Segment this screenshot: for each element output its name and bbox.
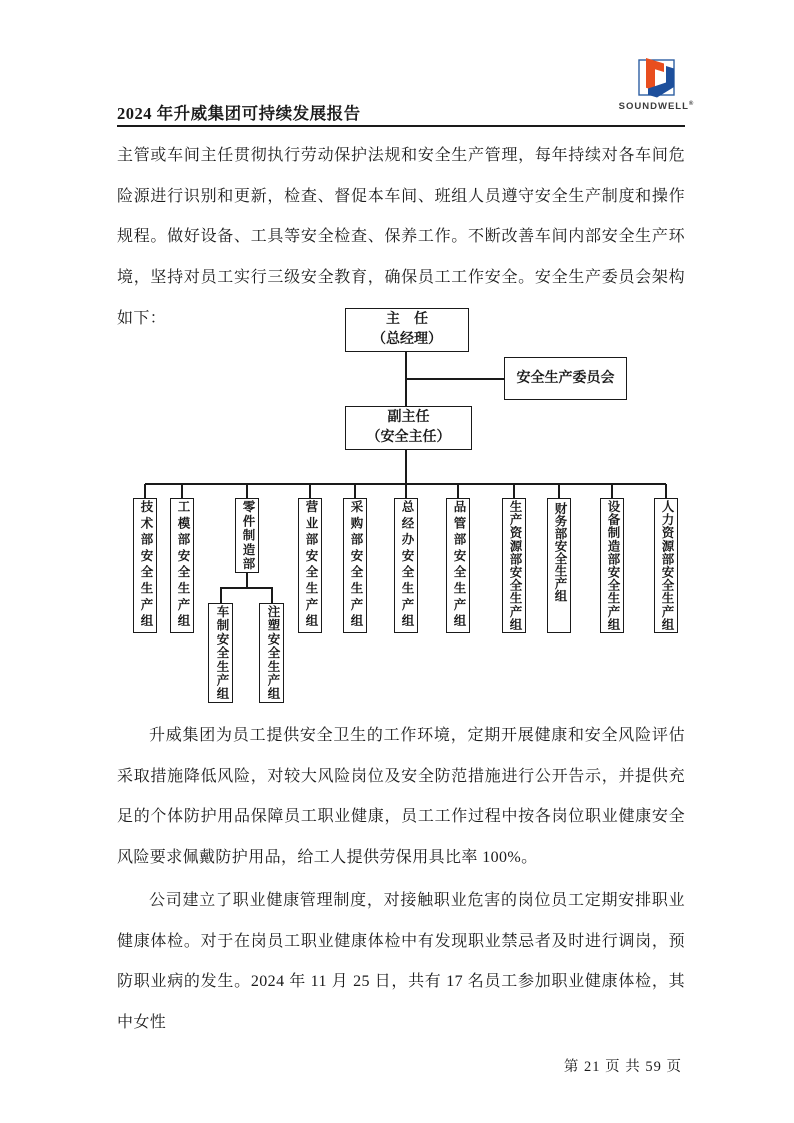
org-node-group-tooling: 工模部安全生产组 bbox=[170, 498, 194, 633]
org-node-group-technology: 技术部安全生产组 bbox=[133, 498, 157, 633]
org-node-group-finance: 财务部安全生产组 bbox=[547, 498, 571, 633]
org-node-deputy-title: 副主任 bbox=[387, 410, 430, 425]
safety-committee-org-chart bbox=[110, 300, 690, 712]
org-node-group-equipment-manufacturing: 设备制造部安全生产组 bbox=[600, 498, 624, 633]
org-node-deputy bbox=[345, 406, 472, 450]
registered-trademark-symbol: ® bbox=[688, 101, 694, 107]
org-node-deputy-subtitle: （安全主任） bbox=[366, 430, 451, 445]
org-node-subgroup-machining: 车制安全生产组 bbox=[208, 603, 233, 703]
org-node-director-subtitle: （总经理） bbox=[372, 332, 442, 347]
org-node-group-purchasing: 采购部安全生产组 bbox=[343, 498, 367, 633]
org-node-committee-label: 安全生产委员会 bbox=[516, 370, 615, 386]
org-node-director-title: 主 任 bbox=[386, 312, 428, 327]
report-title: 2024 年升威集团可持续发展报告 bbox=[117, 104, 361, 123]
page-number: 第 21 页 共 59 页 bbox=[563, 1059, 682, 1075]
soundwell-logo-icon bbox=[618, 57, 694, 99]
body-paragraph-1: 主管或车间主任贯彻执行劳动保护法规和安全生产管理，每年持续对各车间危险源进行识别和更新，检查、督促本车间、班组人员遵守安全生产制度和操作规程。做好设备、工具等安全检查、保养工作。不断改善车间内部安全生产环境，坚持对员工实行三级安全教育，确保员工工作安全。安全生产委员会架构如下： bbox=[117, 147, 685, 327]
org-node-director bbox=[345, 308, 469, 352]
org-node-group-parts-manufacturing: 零件制造部 bbox=[235, 498, 259, 573]
org-node-subgroup-injection-molding: 注塑安全生产组 bbox=[259, 603, 284, 703]
header-divider bbox=[117, 125, 685, 127]
org-node-group-general-office: 总经办安全生产组 bbox=[394, 498, 418, 633]
org-node-group-human-resources: 人力资源部安全生产组 bbox=[654, 498, 678, 633]
logo-wordmark: SOUNDWELL® bbox=[618, 101, 694, 113]
org-node-group-sales: 营业部安全生产组 bbox=[298, 498, 322, 633]
body-paragraph-2: 升威集团为员工提供安全卫生的工作环境，定期开展健康和安全风险评估采取措施降低风险，对较大风险岗位及安全防范措施进行公开告示，并提供充足的个体防护用品保障员工职业健康，员工工作过程中按各岗位职业健康安全风险要求佩戴防护用品，给工人提供劳保用具比率 100%。 bbox=[117, 727, 685, 867]
org-node-group-quality: 品管部安全生产组 bbox=[446, 498, 470, 633]
body-paragraph-3: 公司建立了职业健康管理制度，对接触职业危害的岗位员工定期安排职业健康体检。对于在岗员工职业健康体检中有发现职业禁忌者及时进行调岗，预防职业病的发生。2024 年 11 月 25 日，共有 17 名员工参加职业健康体检，其中女性 bbox=[117, 892, 685, 1032]
company-logo bbox=[618, 57, 694, 112]
org-node-committee bbox=[504, 357, 627, 400]
org-node-group-production-resources: 生产资源部安全生产组 bbox=[502, 498, 526, 633]
